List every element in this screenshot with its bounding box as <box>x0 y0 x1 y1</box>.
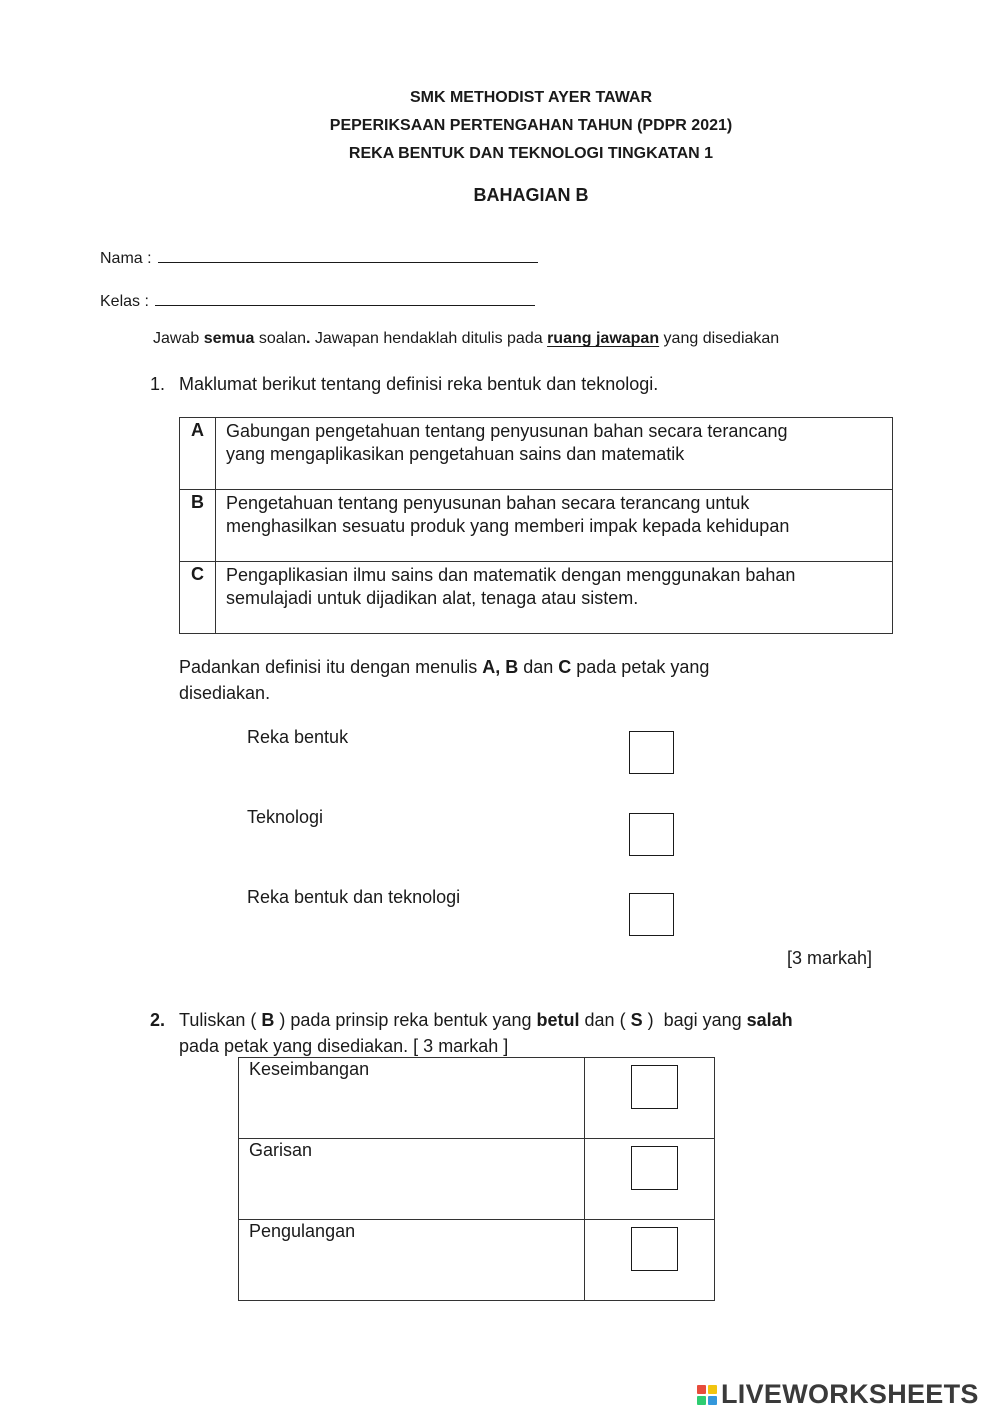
definition-line: yang mengaplikasikan pengetahuan sains dan matematik <box>226 444 685 464</box>
q2-emphasis: S <box>630 1010 643 1030</box>
logo-square <box>708 1396 717 1405</box>
match-text: pada petak yang <box>571 657 710 677</box>
principle-answer-cell <box>585 1058 715 1139</box>
match-emphasis: A, B <box>482 657 519 677</box>
class-label: Kelas : <box>100 293 149 310</box>
definition-line: Pengaplikasian ilmu sains dan matematik dengan menggunakan bahan <box>226 565 796 585</box>
definition-line: Pengetahuan tentang penyusunan bahan secara terancang untuk <box>226 493 750 513</box>
principle-table <box>238 1057 715 1301</box>
table-row <box>180 418 893 490</box>
instruction-text: soalan <box>254 330 306 347</box>
match-item-rbt: Reka bentuk dan teknologi <box>247 887 461 907</box>
q1-stem: Maklumat berikut tentang definisi reka bentuk dan teknologi. <box>179 374 659 394</box>
logo-square <box>697 1396 706 1405</box>
row-label: B <box>180 490 216 562</box>
definition-table <box>179 417 893 634</box>
table-row <box>239 1139 715 1220</box>
instruction <box>153 330 779 348</box>
q1-match-instruction-line2: disediakan. <box>179 683 271 703</box>
logo-square <box>708 1385 717 1394</box>
table-row <box>180 562 893 634</box>
q2-stem-line2: pada petak yang disediakan. [ 3 markah ] <box>179 1036 509 1056</box>
definition-line: Gabungan pengetahuan tentang penyusunan bahan secara terancang <box>226 421 788 441</box>
q2-emphasis: B <box>261 1010 275 1030</box>
instruction-text: Jawab <box>153 330 204 347</box>
match-emphasis: C <box>558 657 572 677</box>
instruction-emphasis: . <box>306 330 311 347</box>
row-definition <box>216 562 893 634</box>
principle-answer-cell <box>585 1220 715 1301</box>
row-definition <box>216 418 893 490</box>
q2-text: Tuliskan ( <box>179 1010 262 1030</box>
answer-box-pengulangan[interactable] <box>631 1227 678 1271</box>
instruction-text: Jawapan hendaklah ditulis pada <box>310 330 548 347</box>
school-name: SMK METHODIST AYER TAWAR <box>409 89 653 106</box>
answer-box-garisan[interactable] <box>631 1146 678 1190</box>
row-definition <box>216 490 893 562</box>
class-input-line[interactable] <box>155 291 535 306</box>
principle-name: Keseimbangan <box>239 1058 585 1139</box>
table-row <box>239 1220 715 1301</box>
answer-box-teknologi[interactable] <box>629 813 674 856</box>
instruction-emphasis: semua <box>203 330 255 347</box>
exam-title: PEPERIKSAAN PERTENGAHAN TAHUN (PDPR 2021) <box>329 117 733 134</box>
row-label: A <box>180 418 216 490</box>
q2-number: 2. <box>150 1010 166 1030</box>
instruction-underlined: ruang jawapan <box>547 330 660 347</box>
q2-text: dan ( <box>579 1010 631 1030</box>
table-row <box>180 490 893 562</box>
liveworksheets-logo[interactable] <box>697 1379 979 1410</box>
match-text: dan <box>518 657 559 677</box>
class-field <box>100 291 535 311</box>
q1-number: 1. <box>150 374 166 394</box>
match-text: Padankan definisi itu dengan menulis <box>179 657 483 677</box>
logo-square <box>697 1385 706 1394</box>
q2-stem <box>179 1010 793 1031</box>
q1-marks: [3 markah] <box>787 948 873 968</box>
table-row <box>239 1058 715 1139</box>
principle-name: Pengulangan <box>239 1220 585 1301</box>
q2-emphasis: betul <box>536 1010 580 1030</box>
name-label: Nama : <box>100 250 152 267</box>
definition-line: menghasilkan sesuatu produk yang memberi impak kepada kehidupan <box>226 516 790 536</box>
name-input-line[interactable] <box>158 248 538 263</box>
liveworksheets-brand: LIVEWORKSHEETS <box>721 1379 979 1409</box>
instruction-text: yang disediakan <box>659 330 780 347</box>
principle-name: Garisan <box>239 1139 585 1220</box>
section-title: BAHAGIAN B <box>473 185 589 205</box>
definition-line: semulajadi untuk dijadikan alat, tenaga atau sistem. <box>226 588 639 608</box>
liveworksheets-mark-icon <box>697 1385 717 1405</box>
name-field <box>100 248 538 268</box>
subject-title: REKA BENTUK DAN TEKNOLOGI TINGKATAN 1 <box>348 145 714 162</box>
match-item-teknologi: Teknologi <box>247 807 324 827</box>
match-item-reka-bentuk: Reka bentuk <box>247 727 349 747</box>
row-label: C <box>180 562 216 634</box>
q2-emphasis: salah <box>746 1010 793 1030</box>
answer-box-reka-bentuk[interactable] <box>629 731 674 774</box>
q2-text: ) pada prinsip reka bentuk yang <box>274 1010 537 1030</box>
answer-box-rbt[interactable] <box>629 893 674 936</box>
principle-answer-cell <box>585 1139 715 1220</box>
q1-match-instruction <box>179 657 709 678</box>
answer-box-keseimbangan[interactable] <box>631 1065 678 1109</box>
q2-text: ) bagi yang <box>642 1010 747 1030</box>
